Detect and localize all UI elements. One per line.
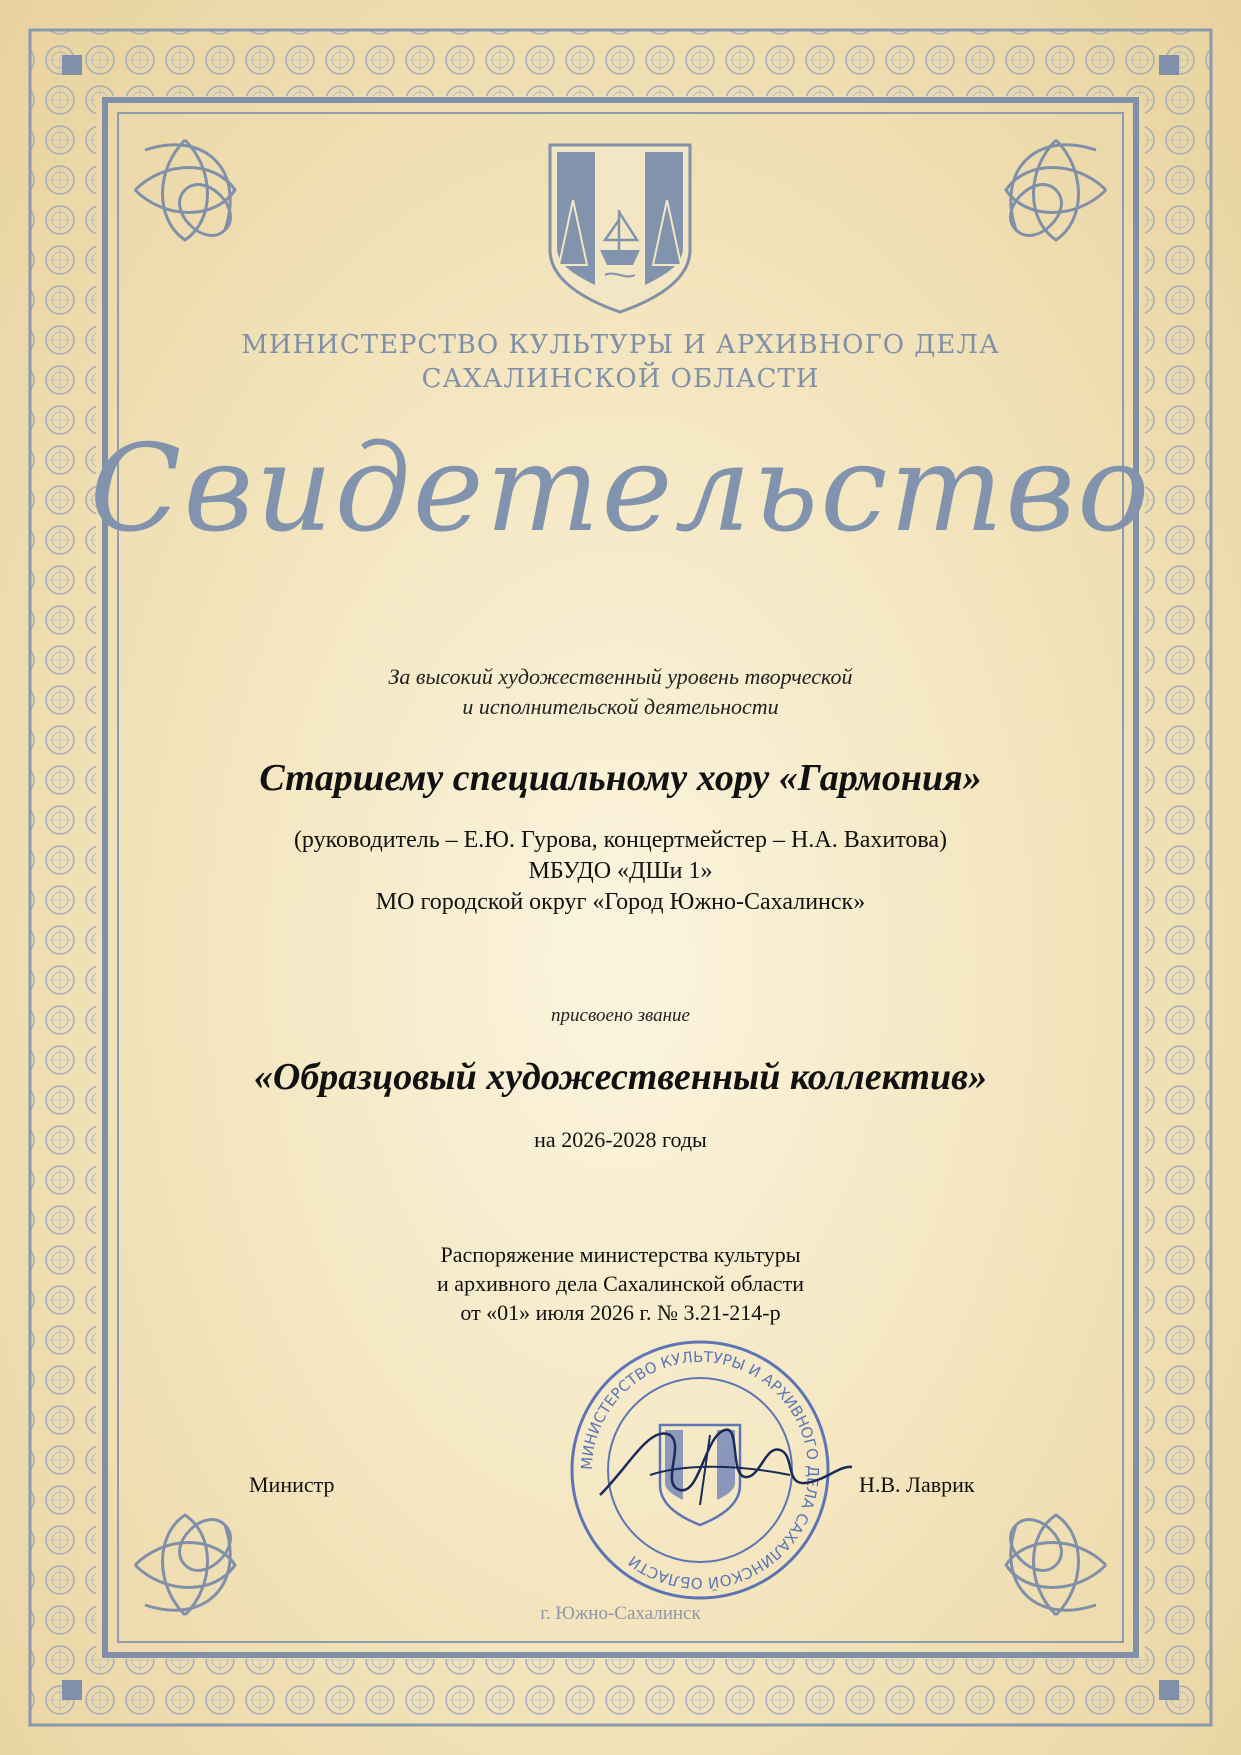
recipient-details-line3: МО городской округ «Город Южно-Сахалинск» xyxy=(375,889,866,915)
signatory-position: Министр xyxy=(249,1472,335,1497)
award-reason xyxy=(0,662,1241,722)
stamp-text: МИНИСТЕРСТВО КУЛЬТУРЫ И АРХИВНОГО ДЕЛА САХАЛИНСКОЙ ОБЛАСТИ xyxy=(577,1347,823,1593)
ministry-name-line2: САХАЛИНСКОЙ ОБЛАСТИ xyxy=(421,364,820,394)
awarded-text: присвоено звание xyxy=(551,1005,690,1026)
order-reference-line2: и архивного дела Сахалинской области xyxy=(437,1271,804,1296)
city-name: г. Южно-Сахалинск xyxy=(540,1603,701,1624)
signature-mark xyxy=(590,1405,860,1535)
order-reference xyxy=(0,1240,1241,1327)
awarded-rank: «Образцовый художественный коллектив» xyxy=(253,1056,988,1098)
award-period: на 2026-2028 годы xyxy=(534,1127,707,1152)
recipient-details-line2: МБУДО «ДШи 1» xyxy=(528,858,713,884)
order-reference-line1: Распоряжение министерства культуры xyxy=(440,1242,801,1267)
order-reference-line3: от «01» июля 2026 г. № 3.21-214-р xyxy=(460,1300,781,1325)
award-reason-line1: За высокий художественный уровень творческой xyxy=(388,664,853,689)
recipient-details-line1: (руководитель – Е.Ю. Гурова, концертмейстер – Н.А. Вахитова) xyxy=(293,827,948,853)
ministry-name-line1: МИНИСТЕРСТВО КУЛЬТУРЫ И АРХИВНОГО ДЕЛА xyxy=(241,330,1000,360)
recipient-details xyxy=(0,825,1241,918)
coat-of-arms-emblem xyxy=(545,140,695,315)
certificate-title: Свидетельство xyxy=(89,420,1152,559)
signatory-name: Н.В. Лаврик xyxy=(859,1472,975,1497)
ministry-name xyxy=(0,328,1241,396)
recipient-name: Старшему специальному хору «Гармония» xyxy=(259,757,982,799)
award-reason-line2: и исполнительской деятельности xyxy=(462,694,779,719)
